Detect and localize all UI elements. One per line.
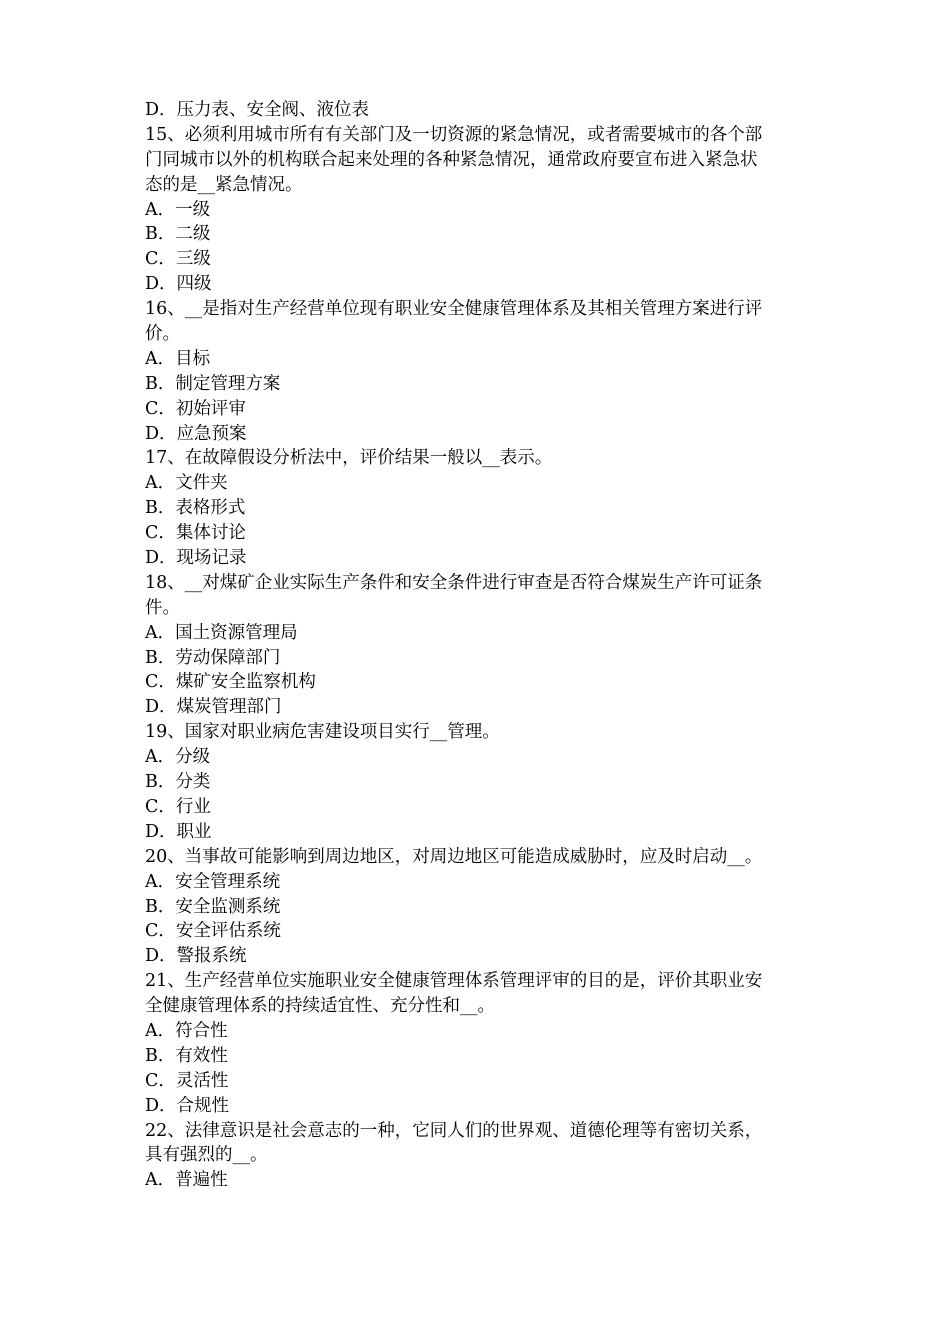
text-line: A．国土资源管理局: [145, 622, 298, 643]
text-line: B．有效性: [145, 1045, 228, 1066]
text-line: D．警报系统: [145, 946, 247, 967]
text-line: D．应急预案: [145, 423, 247, 444]
text-line: D．四级: [145, 274, 212, 295]
text-line: 15、必须利用城市所有有关部门及一切资源的紧急情况，或者需要城市的各个部: [145, 124, 763, 145]
text-line: 门同城市以外的机构联合起来处理的各种紧急情况，通常政府要宣布进入紧急状: [145, 149, 758, 170]
text-line: B．劳动保障部门: [145, 647, 281, 668]
text-line: D．煤炭管理部门: [145, 697, 282, 718]
text-line: 21、生产经营单位实施职业安全健康管理体系管理评审的目的是，评价其职业安: [145, 971, 763, 992]
text-line: B．安全监测系统: [145, 896, 281, 917]
text-line: D．合规性: [145, 1095, 230, 1116]
text-line: 价。: [145, 324, 180, 345]
text-line: A．分级: [145, 747, 211, 768]
text-line: C．煤矿安全监察机构: [145, 672, 316, 693]
text-line: C．灵活性: [145, 1070, 229, 1091]
text-line: D．职业: [145, 821, 212, 842]
text-line: B．二级: [145, 224, 211, 245]
text-line: 具有强烈的__。: [145, 1145, 268, 1166]
text-line: A．文件夹: [145, 473, 228, 494]
document-page: [145, 98, 810, 1193]
text-line: 18、__对煤矿企业实际生产条件和安全条件进行审查是否符合煤炭生产许可证条: [145, 572, 763, 593]
text-line: A．一级: [145, 199, 211, 220]
text-line: C．安全评估系统: [145, 921, 281, 942]
text-line: 20、当事故可能影响到周边地区，对周边地区可能造成威胁时，应及时启动__。: [145, 846, 763, 867]
text-line: 态的是__紧急情况。: [145, 174, 303, 195]
text-line: A．符合性: [145, 1020, 228, 1041]
text-line: C．三级: [145, 249, 211, 270]
text-line: B．制定管理方案: [145, 373, 281, 394]
text-line: B．表格形式: [145, 498, 246, 519]
text-line: 22、法律意识是社会意志的一种，它同人们的世界观、道德伦理等有密切关系，: [145, 1120, 763, 1141]
text-line: D．现场记录: [145, 548, 247, 569]
text-line: B．分类: [145, 772, 211, 793]
text-line: A．目标: [145, 348, 211, 369]
text-line: 件。: [145, 597, 180, 618]
text-line: A．安全管理系统: [145, 871, 281, 892]
text-line: 19、国家对职业病危害建设项目实行__管理。: [145, 722, 500, 743]
text-line: 16、__是指对生产经营单位现有职业安全健康管理体系及其相关管理方案进行评: [145, 299, 763, 320]
text-line: C．行业: [145, 796, 211, 817]
text-line: 全健康管理体系的持续适宜性、充分性和__。: [145, 996, 495, 1017]
text-line: 17、在故障假设分析法中，评价结果一般以__表示。: [145, 448, 553, 469]
text-line: C．初始评审: [145, 398, 246, 419]
text-line: A．普遍性: [145, 1170, 228, 1191]
text-line: C．集体讨论: [145, 523, 246, 544]
text-line: D．压力表、安全阀、液位表: [145, 100, 370, 120]
